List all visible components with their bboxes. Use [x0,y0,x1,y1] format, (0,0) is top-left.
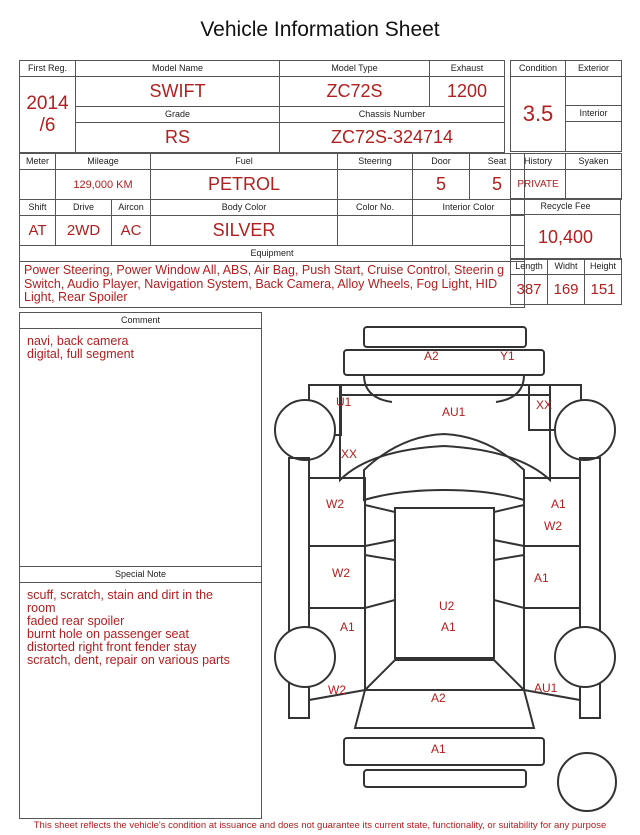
aircon-value: AC [112,216,151,246]
mark-w2-left1: W2 [326,497,344,511]
right-rear-window [494,555,524,608]
mark-y1: Y1 [500,349,515,363]
comment-label: Comment [20,313,261,329]
first-reg-year: 2014 [26,92,69,114]
roof [395,508,494,658]
history-value: PRIVATE [511,170,566,200]
mark-a1-left: A1 [340,620,355,634]
condition-score: 3.5 [511,77,566,152]
front-bumper-top [364,327,526,347]
history-table [510,153,622,200]
steering-value [338,170,413,200]
first-reg-month: /6 [39,114,56,136]
comment-text: navi, back camera digital, full segment [27,334,135,361]
body-color-label: Body Color [151,200,338,216]
mileage-label: Mileage [56,154,151,170]
condition-table [510,60,622,152]
first-reg-label: First Reg. [20,61,76,77]
mark-xx-right: XX [536,398,553,412]
right-rear-wheel [555,627,615,687]
dimensions-table [510,258,622,305]
meter-value [20,170,56,200]
mark-w2-right: W2 [544,519,562,533]
condition-label: Condition [511,61,566,77]
mark-a1-right1: A1 [551,497,566,511]
interior-color-label: Interior Color [413,200,525,216]
left-front-window [365,505,395,546]
mark-xx-left: XX [341,447,358,461]
specs-table [19,153,525,308]
shift-value: AT [20,216,56,246]
mark-u1: U1 [336,395,352,409]
seat-label: Seat [470,154,525,170]
mark-w2-left2: W2 [332,566,350,580]
length-value: 387 [511,275,548,305]
rear-bumper [364,770,526,787]
seat-value: 5 [470,170,525,200]
mark-au1-bottom: AU1 [534,681,558,695]
model-type-value: ZC72S [280,77,430,107]
mark-u2: U2 [439,599,455,613]
model-name-label: Model Name [76,61,280,77]
mark-w2-left3: W2 [328,683,346,697]
model-type-label: Model Type [280,61,430,77]
exterior-label: Exterior [566,61,622,77]
mark-au1-top: AU1 [442,405,466,419]
right-front-window [494,505,524,546]
mileage-value: 129,000 KM [56,170,151,200]
first-reg-value [20,77,76,153]
steering-label: Steering [338,154,413,170]
headlight-right [496,375,524,402]
left-front-door [309,478,365,546]
mark-a1-right2: A1 [534,571,549,585]
color-no-label: Color No. [338,200,413,216]
left-rear-window [365,555,395,608]
shift-label: Shift [20,200,56,216]
drive-value: 2WD [56,216,112,246]
special-note-label: Special Note [20,567,261,583]
exhaust-value: 1200 [430,77,505,107]
left-rear-wheel [275,627,335,687]
mark-a2-bottom: A2 [431,691,446,705]
special-note-box [19,566,262,819]
height-value: 151 [585,275,622,305]
recycle-label: Recycle Fee [511,199,621,215]
grade-label: Grade [76,107,280,123]
sheet-title: Vehicle Information Sheet [200,18,440,41]
right-front-door [524,478,580,546]
headlight-left [364,375,392,402]
comment-box [19,312,262,567]
windshield [364,434,524,500]
interior-value [566,122,622,152]
fuel-label: Fuel [151,154,338,170]
right-rear-door [524,546,580,608]
interior-label: Interior [566,106,622,122]
fuel-value: PETROL [151,170,338,200]
width-label: Widht [548,259,585,275]
disclaimer-footer: This sheet reflects the vehicle's condition at issuance and does not guarantee its current state, functionality, or suitability for any purpose [33,820,607,831]
grade-value: RS [76,123,280,153]
recycle-value: 10,400 [511,215,621,260]
width-value: 169 [548,275,585,305]
left-front-wheel [275,400,335,460]
aircon-label: Aircon [112,200,151,216]
exhaust-label: Exhaust [430,61,505,77]
color-no-value [338,216,413,246]
door-label: Door [413,154,470,170]
right-front-wheel [555,400,615,460]
body-color-value: SILVER [151,216,338,246]
mark-a1-bottom: A1 [431,742,446,756]
drive-label: Drive [56,200,112,216]
mark-a2-top: A2 [424,349,439,363]
meter-label: Meter [20,154,56,170]
exterior-value [566,77,622,106]
spare-wheel [558,753,616,811]
model-name-value: SWIFT [76,77,280,107]
door-value: 5 [413,170,470,200]
special-note-text: scuff, scratch, stain and dirt in the room faded rear spoiler burnt hole on passenger seat distorted right front fender stay scratch, dent, repair on various parts [27,588,230,667]
equipment-value: Power Steering, Power Window All, ABS, Air Bag, Push Start, Cruise Control, Steerin g Switch, Audio Player, Navigation System, Back Camera, Alloy Wheels, Fog Light, HID Light, Rear Spoiler [20,262,525,308]
length-label: Length [511,259,548,275]
recycle-table [510,198,621,260]
rear-window [365,660,524,690]
chassis-label: Chassis Number [280,107,505,123]
mark-a1-center: A1 [441,620,456,634]
interior-color-value [413,216,525,246]
car-damage-diagram [272,322,622,817]
main-info-table [19,60,505,153]
chassis-value: ZC72S-324714 [280,123,505,153]
history-label: History [511,154,566,170]
height-label: Height [585,259,622,275]
syaken-label: Syaken [566,154,622,170]
equipment-label: Equipment [20,246,525,262]
syaken-value [566,170,622,200]
